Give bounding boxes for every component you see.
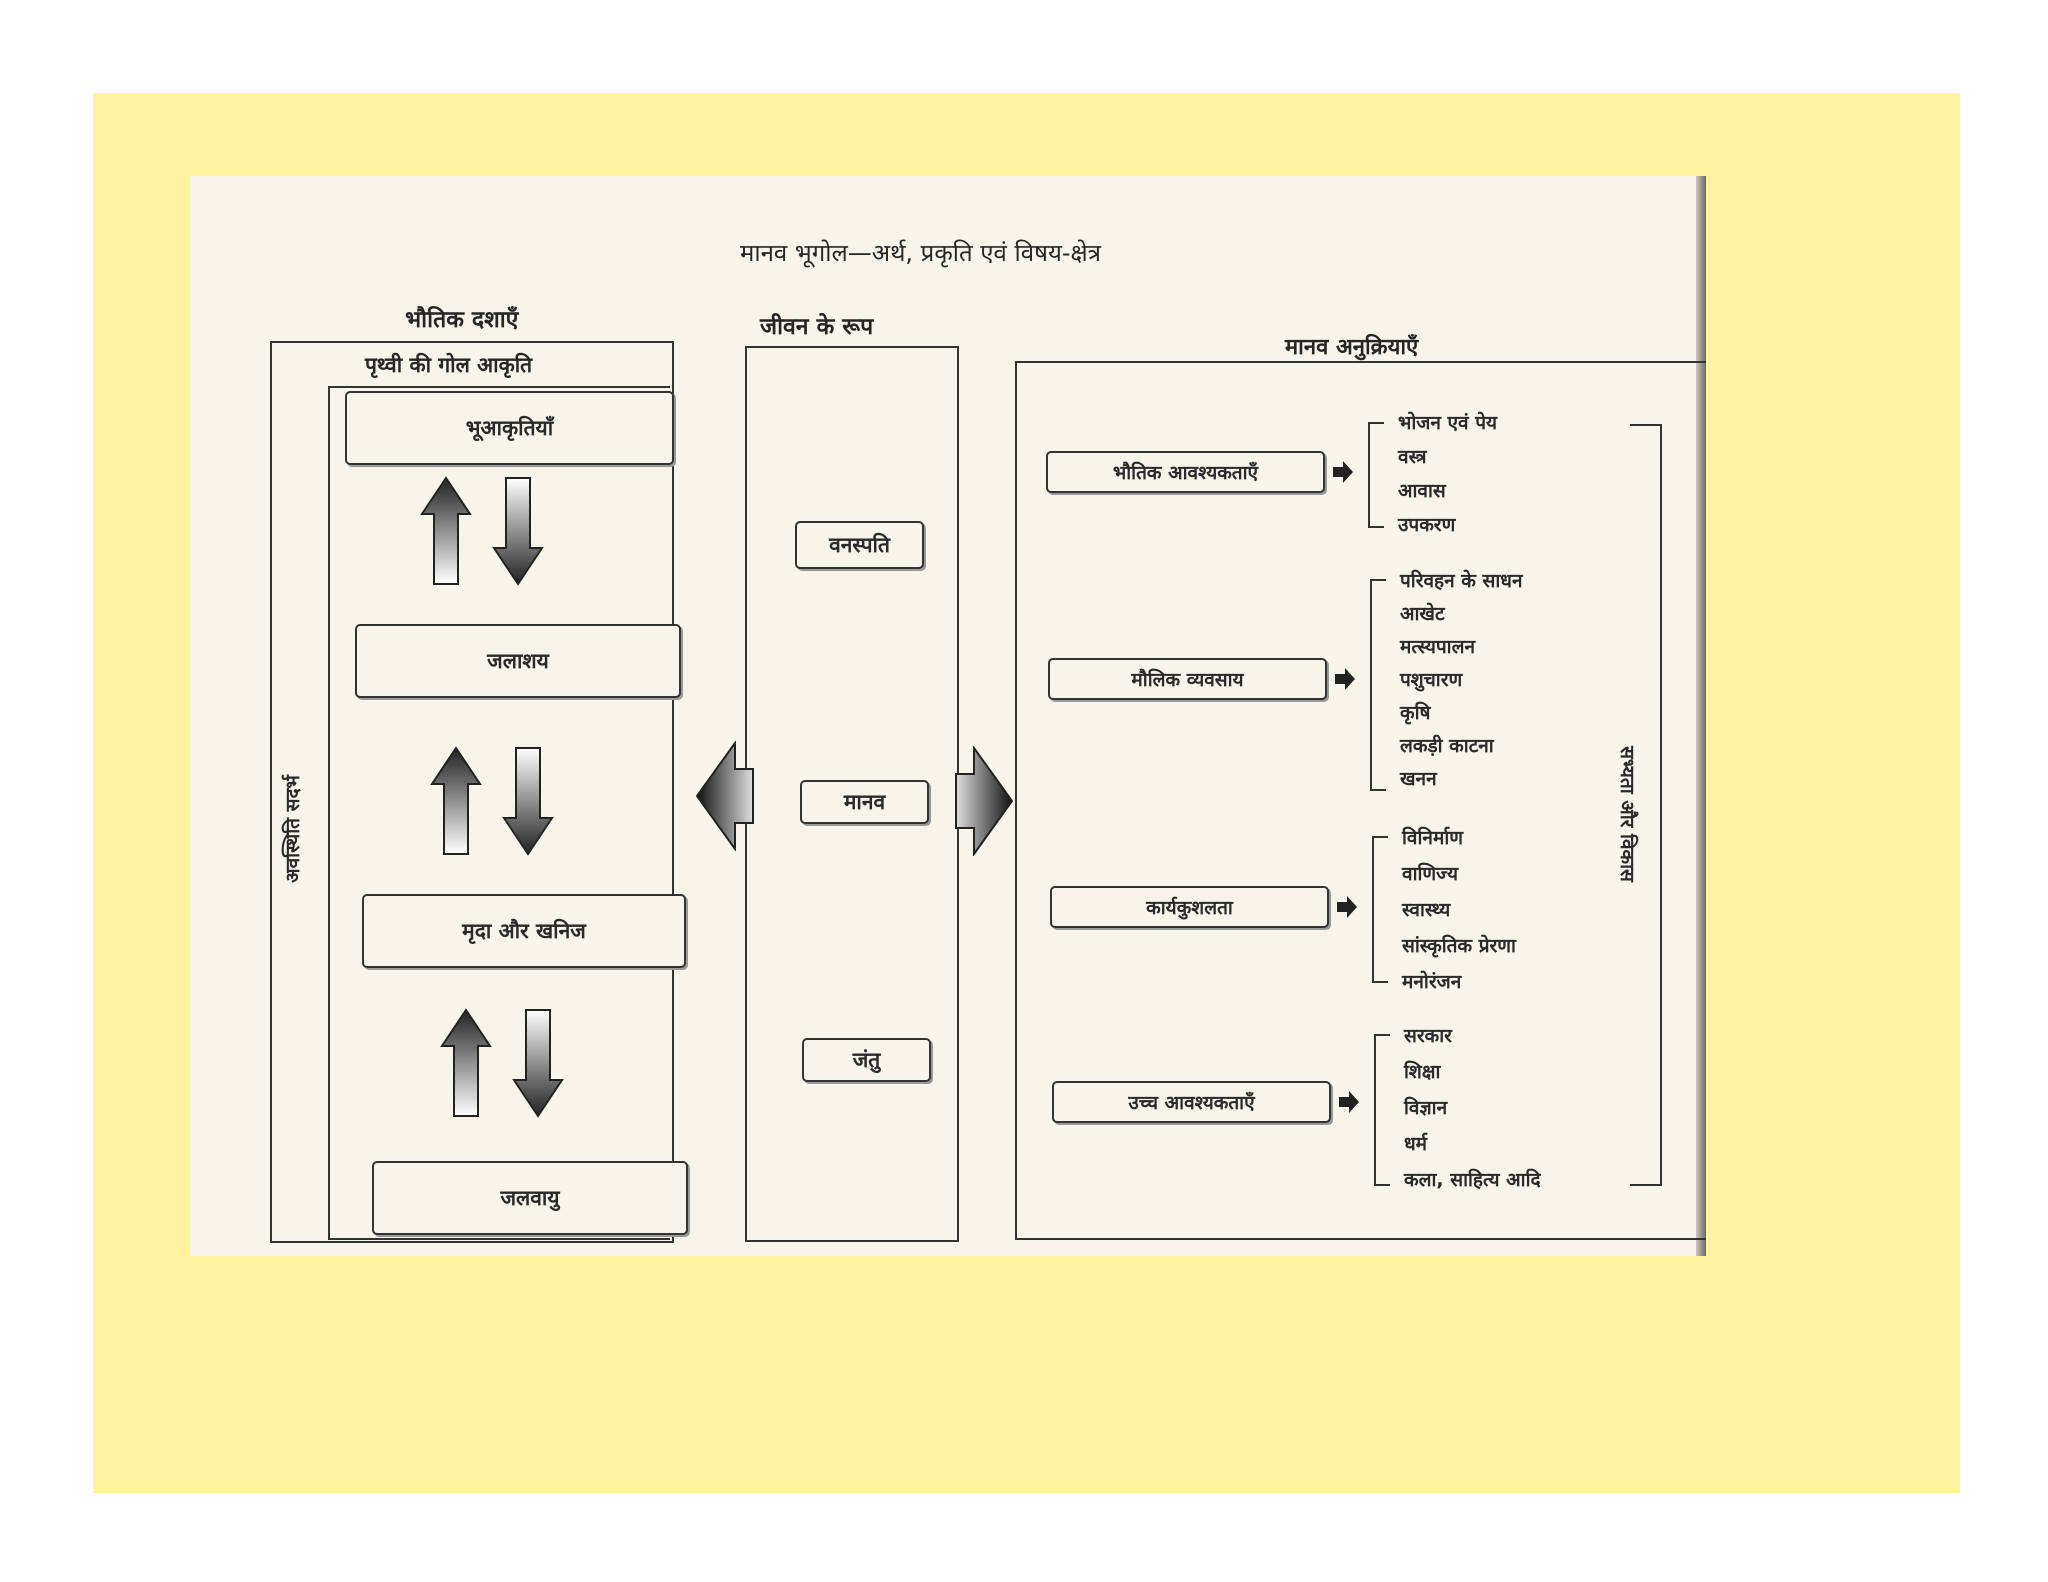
- diagram-title: मानव भूगोल—अर्थ, प्रकृति एवं विषय-क्षेत्र: [740, 239, 1101, 267]
- right-big-arrow: [954, 746, 1014, 856]
- water-bodies-box: जलाशय: [355, 624, 681, 698]
- left-subheading: पृथ्वी की गोल आकृति: [365, 353, 533, 377]
- list-item: कला, साहित्य आदि: [1404, 1169, 1541, 1191]
- list-item: पशुचारण: [1400, 669, 1463, 691]
- list-item: सरकार: [1404, 1025, 1452, 1047]
- list-item: स्वास्थ्य: [1402, 899, 1451, 921]
- list-item: कृषि: [1400, 702, 1431, 724]
- middle-heading: जीवन के रूप: [760, 314, 874, 340]
- up-down-arrows-2: [428, 746, 558, 856]
- list-item: वाणिज्य: [1402, 863, 1459, 885]
- higher-needs-box: उच्च आवश्यकताएँ: [1052, 1081, 1331, 1123]
- animals-box: जंतु: [802, 1038, 931, 1082]
- scanned-diagram: [190, 176, 1706, 1256]
- list-item: परिवहन के साधन: [1400, 570, 1523, 592]
- left-big-arrow: [695, 741, 755, 851]
- soil-minerals-box: मृदा और खनिज: [362, 894, 686, 968]
- left-side-label: अवस्थिति सदर्भ: [281, 775, 304, 883]
- small-arrow-1: [1333, 461, 1353, 483]
- civilization-bracket: [1630, 424, 1662, 1186]
- vegetation-box: वनस्पति: [795, 521, 924, 569]
- list-item: सांस्कृतिक प्रेरणा: [1402, 935, 1516, 957]
- up-down-arrows-3: [438, 1008, 568, 1118]
- list-item: वस्त्र: [1398, 446, 1427, 468]
- efficiency-box: कार्यकुशलता: [1050, 886, 1329, 928]
- climate-box: जलवायु: [372, 1161, 688, 1235]
- list-item: विनिर्माण: [1402, 827, 1463, 849]
- right-side-label: सभ्यता और विकास: [1615, 746, 1638, 882]
- list-item: मनोरंजन: [1402, 971, 1462, 993]
- list-item: खनन: [1400, 768, 1437, 790]
- bracket-primary-occupations: [1370, 579, 1386, 791]
- list-item: भोजन एवं पेय: [1398, 412, 1498, 434]
- left-heading: भौतिक दशाएँ: [405, 307, 519, 333]
- up-down-arrows-1: [418, 476, 548, 586]
- list-item: लकड़ी काटना: [1400, 735, 1494, 757]
- bracket-higher-needs: [1374, 1034, 1390, 1186]
- list-item: मत्स्यपालन: [1400, 636, 1475, 658]
- list-item: विज्ञान: [1404, 1097, 1448, 1119]
- small-arrow-2: [1335, 668, 1355, 690]
- primary-occupations-box: मौलिक व्यवसाय: [1048, 658, 1327, 700]
- list-item: धर्म: [1404, 1133, 1428, 1155]
- list-item: आवास: [1398, 480, 1446, 502]
- small-arrow-3: [1337, 896, 1357, 918]
- landforms-box: भूआकृतियाँ: [345, 391, 674, 465]
- list-item: उपकरण: [1398, 514, 1456, 536]
- small-arrow-4: [1339, 1091, 1359, 1113]
- physical-needs-box: भौतिक आवश्यकताएँ: [1046, 451, 1325, 493]
- list-item: शिक्षा: [1404, 1061, 1441, 1083]
- right-heading: मानव अनुक्रियाएँ: [1285, 335, 1419, 360]
- human-box: मानव: [800, 780, 929, 824]
- bracket-physical-needs: [1368, 422, 1384, 528]
- list-item: आखेट: [1400, 603, 1445, 625]
- bracket-efficiency: [1372, 836, 1388, 983]
